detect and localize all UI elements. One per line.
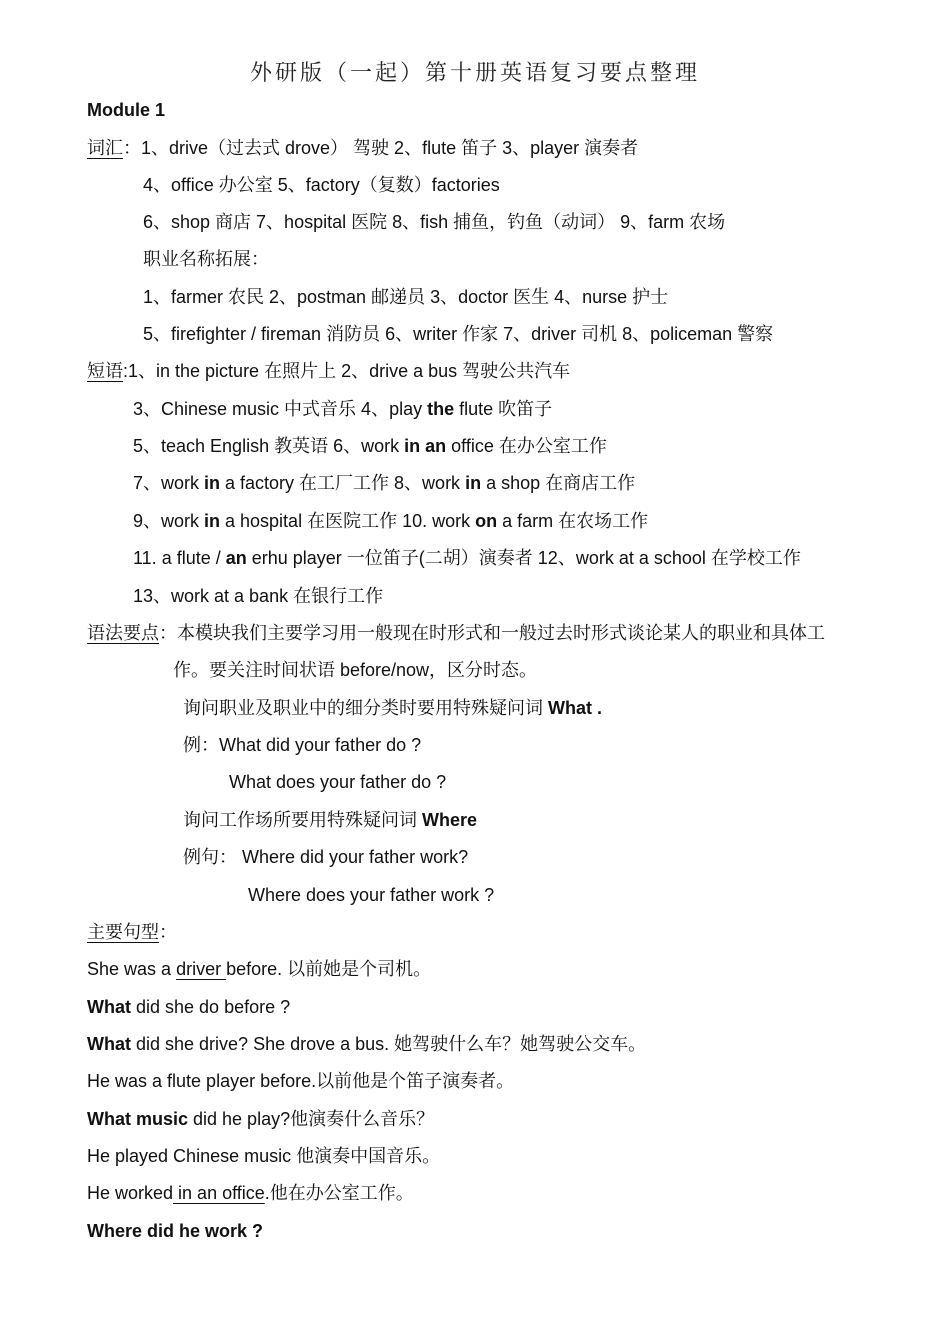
grammar-label: 语法要点 [87,623,159,643]
sentence-bold: What music [87,1109,189,1129]
vocab-label: 词汇 [87,138,123,158]
grammar-line-4: 例：What did your father do ? [183,735,422,755]
phrase-bold: in [204,511,221,531]
sentence-4: He was a flute player before.以前他是个笛子演奏者。 [87,1071,515,1091]
phrase-bold: in [204,473,221,493]
phrase-line-2 [133,397,552,421]
phrase-line-7: 13、work at a bank 在银行工作 [133,586,384,606]
sentences-heading [87,920,177,944]
phrase-text: a farm 在农场工作 [497,511,649,531]
page-title: 外研版（一起）第十册英语复习要点整理 [249,61,700,86]
phrase-line-5 [133,509,648,533]
sentence-bold: What [87,997,131,1017]
sentence-text: He worked [87,1183,174,1203]
sentence-3 [87,1032,646,1056]
grammar-line-6 [183,808,477,832]
sentence-text: .他在办公室工作。 [264,1183,414,1203]
sentence-1 [87,957,431,981]
vocab-line-2: 4、office 办公室 5、factory（复数）factories [143,175,500,195]
vocab-line-6: 5、firefighter / fireman 消防员 6、writer 作家 7、driver 司机 8、policeman 警察 [143,324,774,344]
vocab-line-5: 1、farmer 农民 2、postman 邮递员 3、doctor 医生 4、nurse 护士 [143,287,669,307]
phrase-line-1 [87,359,570,383]
phrase-text: a hospital 在医院工作 10. work [220,511,476,531]
sentence-text: did she drive? She drove a bus. 她驾驶什么车？她驾驶公交车。 [131,1034,647,1054]
phrase-text: erhu player 一位笛子(二胡）演奏者 12、work at a school 在学校工作 [246,548,801,568]
grammar-line-2: 作。要关注时间状语 before/now，区分时态。 [173,660,538,680]
phrase-bold: in an [404,436,447,456]
vocab-line-3: 6、shop 商店 7、hospital 医院 8、fish 捕鱼，钓鱼（动词） 9、farm 农场 [143,212,726,232]
phrase-bold: in [465,473,482,493]
sentence-text: did he play?他演奏什么音乐？ [188,1109,435,1129]
sentence-5 [87,1107,434,1131]
phrase-text: 3、Chinese music 中式音乐 4、play [133,399,428,419]
sentence-text: She was a [87,959,177,979]
grammar-line-8: Where does your father work ? [248,885,495,905]
phrase-line-6 [133,546,801,570]
phrase-bold: on [475,511,498,531]
sentences-colon: ： [159,922,177,942]
vocab-line-1 [87,136,638,160]
vocab-text-1: ：1、drive（过去式 drove） 驾驶 2、flute 笛子 3、player 演奏者 [123,138,639,158]
phrase-label: 短语 [87,361,123,381]
grammar-line-1 [87,621,825,645]
sentence-text: did she do before ? [131,997,291,1017]
sentence-8: Where did he work ? [87,1221,264,1241]
phrase-text-1: :1、in the picture 在照片上 2、drive a bus 驾驶公共汽车 [123,361,571,381]
grammar-text: 询问职业及职业中的细分类时要用特殊疑问词 [183,698,548,718]
grammar-line-5: What does your father do ? [229,772,447,792]
grammar-keyword: Where [422,810,478,830]
sentence-text: before. 以前她是个司机。 [226,959,432,979]
vocab-line-4: 职业名称拓展： [143,249,269,269]
phrase-text: a shop 在商店工作 [481,473,636,493]
phrase-text: 11. a flute / [133,548,226,568]
module-heading: Module 1 [87,100,166,120]
grammar-text-1: ：本模块我们主要学习用一般现在时形式和一般过去时形式谈论某人的职业和具体工 [159,623,825,643]
sentences-label: 主要句型 [87,922,159,942]
phrase-text: office 在办公室工作 [446,436,607,456]
phrase-text: 9、work [133,511,205,531]
phrase-bold: an [225,548,247,568]
phrase-line-4 [133,471,635,495]
sentence-underlined: driver [176,959,227,979]
phrase-text: a factory 在工厂工作 8、work [220,473,466,493]
sentence-underlined: in an office [173,1183,265,1203]
sentence-6: He played Chinese music 他演奏中国音乐。 [87,1146,441,1166]
sentence-bold: What [87,1034,131,1054]
phrase-line-3 [133,434,607,458]
phrase-text: 5、teach English 教英语 6、work [133,436,405,456]
grammar-text: 询问工作场所要用特殊疑问词 [183,810,422,830]
grammar-keyword: What . [548,698,602,718]
grammar-line-7: 例句： Where did your father work? [183,847,469,867]
sentence-7 [87,1181,414,1205]
phrase-text: flute 吹笛子 [454,399,553,419]
grammar-line-3 [183,696,602,720]
phrase-bold: the [427,399,455,419]
phrase-text: 7、work [133,473,205,493]
sentence-2 [87,995,290,1019]
